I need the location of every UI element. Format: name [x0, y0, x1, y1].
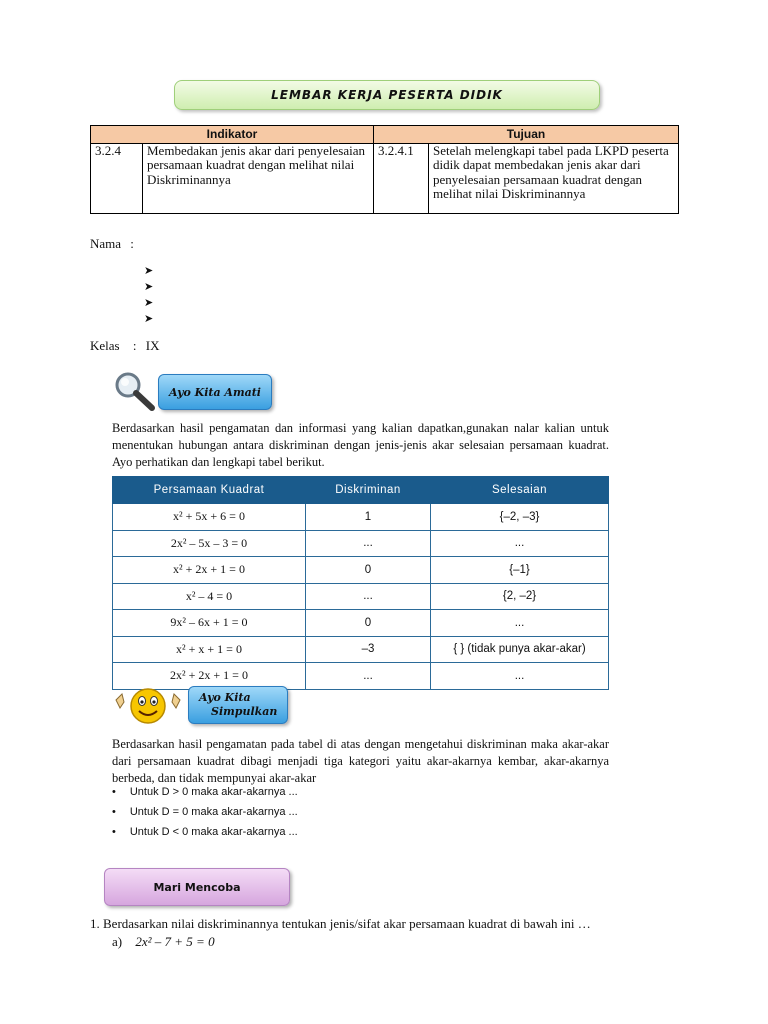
- equation-cell: x² – 4 = 0: [113, 583, 306, 610]
- tujuan-code: 3.2.4.1: [374, 143, 429, 213]
- table-row: [113, 557, 609, 584]
- page-title-banner: [174, 80, 600, 110]
- question-1: 1. Berdasarkan nilai diskriminannya tentukan jenis/sifat akar persamaan kuadrat di bawah ini …: [90, 916, 591, 931]
- equation-cell: x² + 2x + 1 = 0: [113, 557, 306, 584]
- kelas-row: [90, 338, 159, 354]
- equation-cell: 2x² – 5x – 3 = 0: [113, 530, 306, 557]
- solution-cell: ...: [431, 530, 609, 557]
- question-1a: [112, 934, 215, 950]
- nama-sep: :: [130, 236, 134, 251]
- observation-table: [112, 476, 609, 690]
- solution-cell: {–2, –3}: [431, 504, 609, 531]
- table-row: [113, 504, 609, 531]
- table-row: [113, 610, 609, 637]
- amati-paragraph: Berdasarkan hasil pengamatan dan informasi yang kalian dapatkan,gunakan nalar kalian untuk menentukan hubungan antara diskriminan dengan jenis-jenis akar selesaian persamaan kuadrat. Ayo perhatikan dan lengkapi tabel berikut.: [112, 421, 609, 469]
- tujuan-header: Tujuan: [374, 126, 679, 144]
- simpulkan-label-line2: Simpulkan: [211, 705, 278, 718]
- indikator-code: 3.2.4: [91, 143, 143, 213]
- solution-cell: {–1}: [431, 557, 609, 584]
- indicator-table: [90, 125, 679, 214]
- solution-cell: ...: [431, 663, 609, 690]
- discriminant-cell: 0: [306, 557, 431, 584]
- bullet-item: • Untuk D = 0 maka akar-akarnya ...: [112, 806, 298, 818]
- thumbs-up-smiley-icon: [112, 682, 184, 728]
- discriminant-cell: ...: [306, 530, 431, 557]
- solution-cell: {2, –2}: [431, 583, 609, 610]
- indikator-header: Indikator: [91, 126, 374, 144]
- equation-cell: x² + x + 1 = 0: [113, 636, 306, 663]
- question-1a-label: a): [112, 934, 123, 949]
- kelas-label: Kelas: [90, 338, 120, 353]
- table-row: [113, 636, 609, 663]
- mari-mencoba-badge: [104, 868, 290, 906]
- nama-bullet-3: ➤: [144, 297, 154, 309]
- kelas-value: IX: [145, 338, 160, 353]
- discriminant-cell: ...: [306, 663, 431, 690]
- discriminant-cell: ...: [306, 583, 431, 610]
- equation-cell: 2x² + 2x + 1 = 0: [113, 663, 306, 690]
- bullet-item: • Untuk D < 0 maka akar-akarnya ...: [112, 826, 298, 838]
- equation-cell: 9x² – 6x + 1 = 0: [113, 610, 306, 637]
- page-title: LEMBAR KERJA PESERTA DIDIK: [271, 88, 503, 102]
- question-1a-equation: 2x² – 7 + 5 = 0: [135, 934, 215, 949]
- ayo-kita-simpulkan-badge: [188, 686, 288, 724]
- nama-bullet-1: ➤: [144, 265, 154, 277]
- mari-mencoba-label: Mari Mencoba: [153, 880, 241, 894]
- nama-bullet-2: ➤: [144, 281, 154, 293]
- discriminant-cell: –3: [306, 636, 431, 663]
- table-row: [113, 663, 609, 690]
- col-selesaian: Selesaian: [431, 477, 609, 504]
- discriminant-cell: 1: [306, 504, 431, 531]
- bullet-item: • Untuk D > 0 maka akar-akarnya ...: [112, 786, 298, 798]
- nama-row: [90, 236, 134, 252]
- solution-cell: ...: [431, 610, 609, 637]
- magnifier-icon: [112, 370, 158, 412]
- nama-bullet-4: ➤: [144, 313, 154, 325]
- indikator-text: Membedakan jenis akar dari penyelesaian persamaan kuadrat dengan melihat nilai Diskriminannya: [143, 143, 374, 213]
- col-diskriminan: Diskriminan: [306, 477, 431, 504]
- col-persamaan-kuadrat: Persamaan Kuadrat: [113, 477, 306, 504]
- nama-label: Nama: [90, 236, 122, 251]
- simpulkan-paragraph: Berdasarkan hasil pengamatan pada tabel di atas dengan mengetahui diskriminan maka akar-akar dari persamaan kuadrat dibagi menjadi tiga kategori yaitu akar-akarnya kembar, akar-akarnya berbeda, dan tidak mempunyai akar-akar: [112, 737, 609, 785]
- table-row: [113, 530, 609, 557]
- table-row: [113, 583, 609, 610]
- conclusion-bullets: [112, 786, 298, 846]
- ayo-kita-amati-badge: [158, 374, 272, 410]
- equation-cell: x² + 5x + 6 = 0: [113, 504, 306, 531]
- ayo-kita-amati-label: Ayo Kita Amati: [169, 385, 261, 399]
- simpulkan-label-line1: Ayo Kita: [199, 691, 251, 704]
- discriminant-cell: 0: [306, 610, 431, 637]
- kelas-sep: :: [132, 338, 137, 353]
- solution-cell: { } (tidak punya akar-akar): [431, 636, 609, 663]
- tujuan-text: Setelah melengkapi tabel pada LKPD peserta didik dapat membedakan jenis akar dari penyelesaian persamaan kuadrat dengan melihat nilai Diskriminannya: [429, 143, 679, 213]
